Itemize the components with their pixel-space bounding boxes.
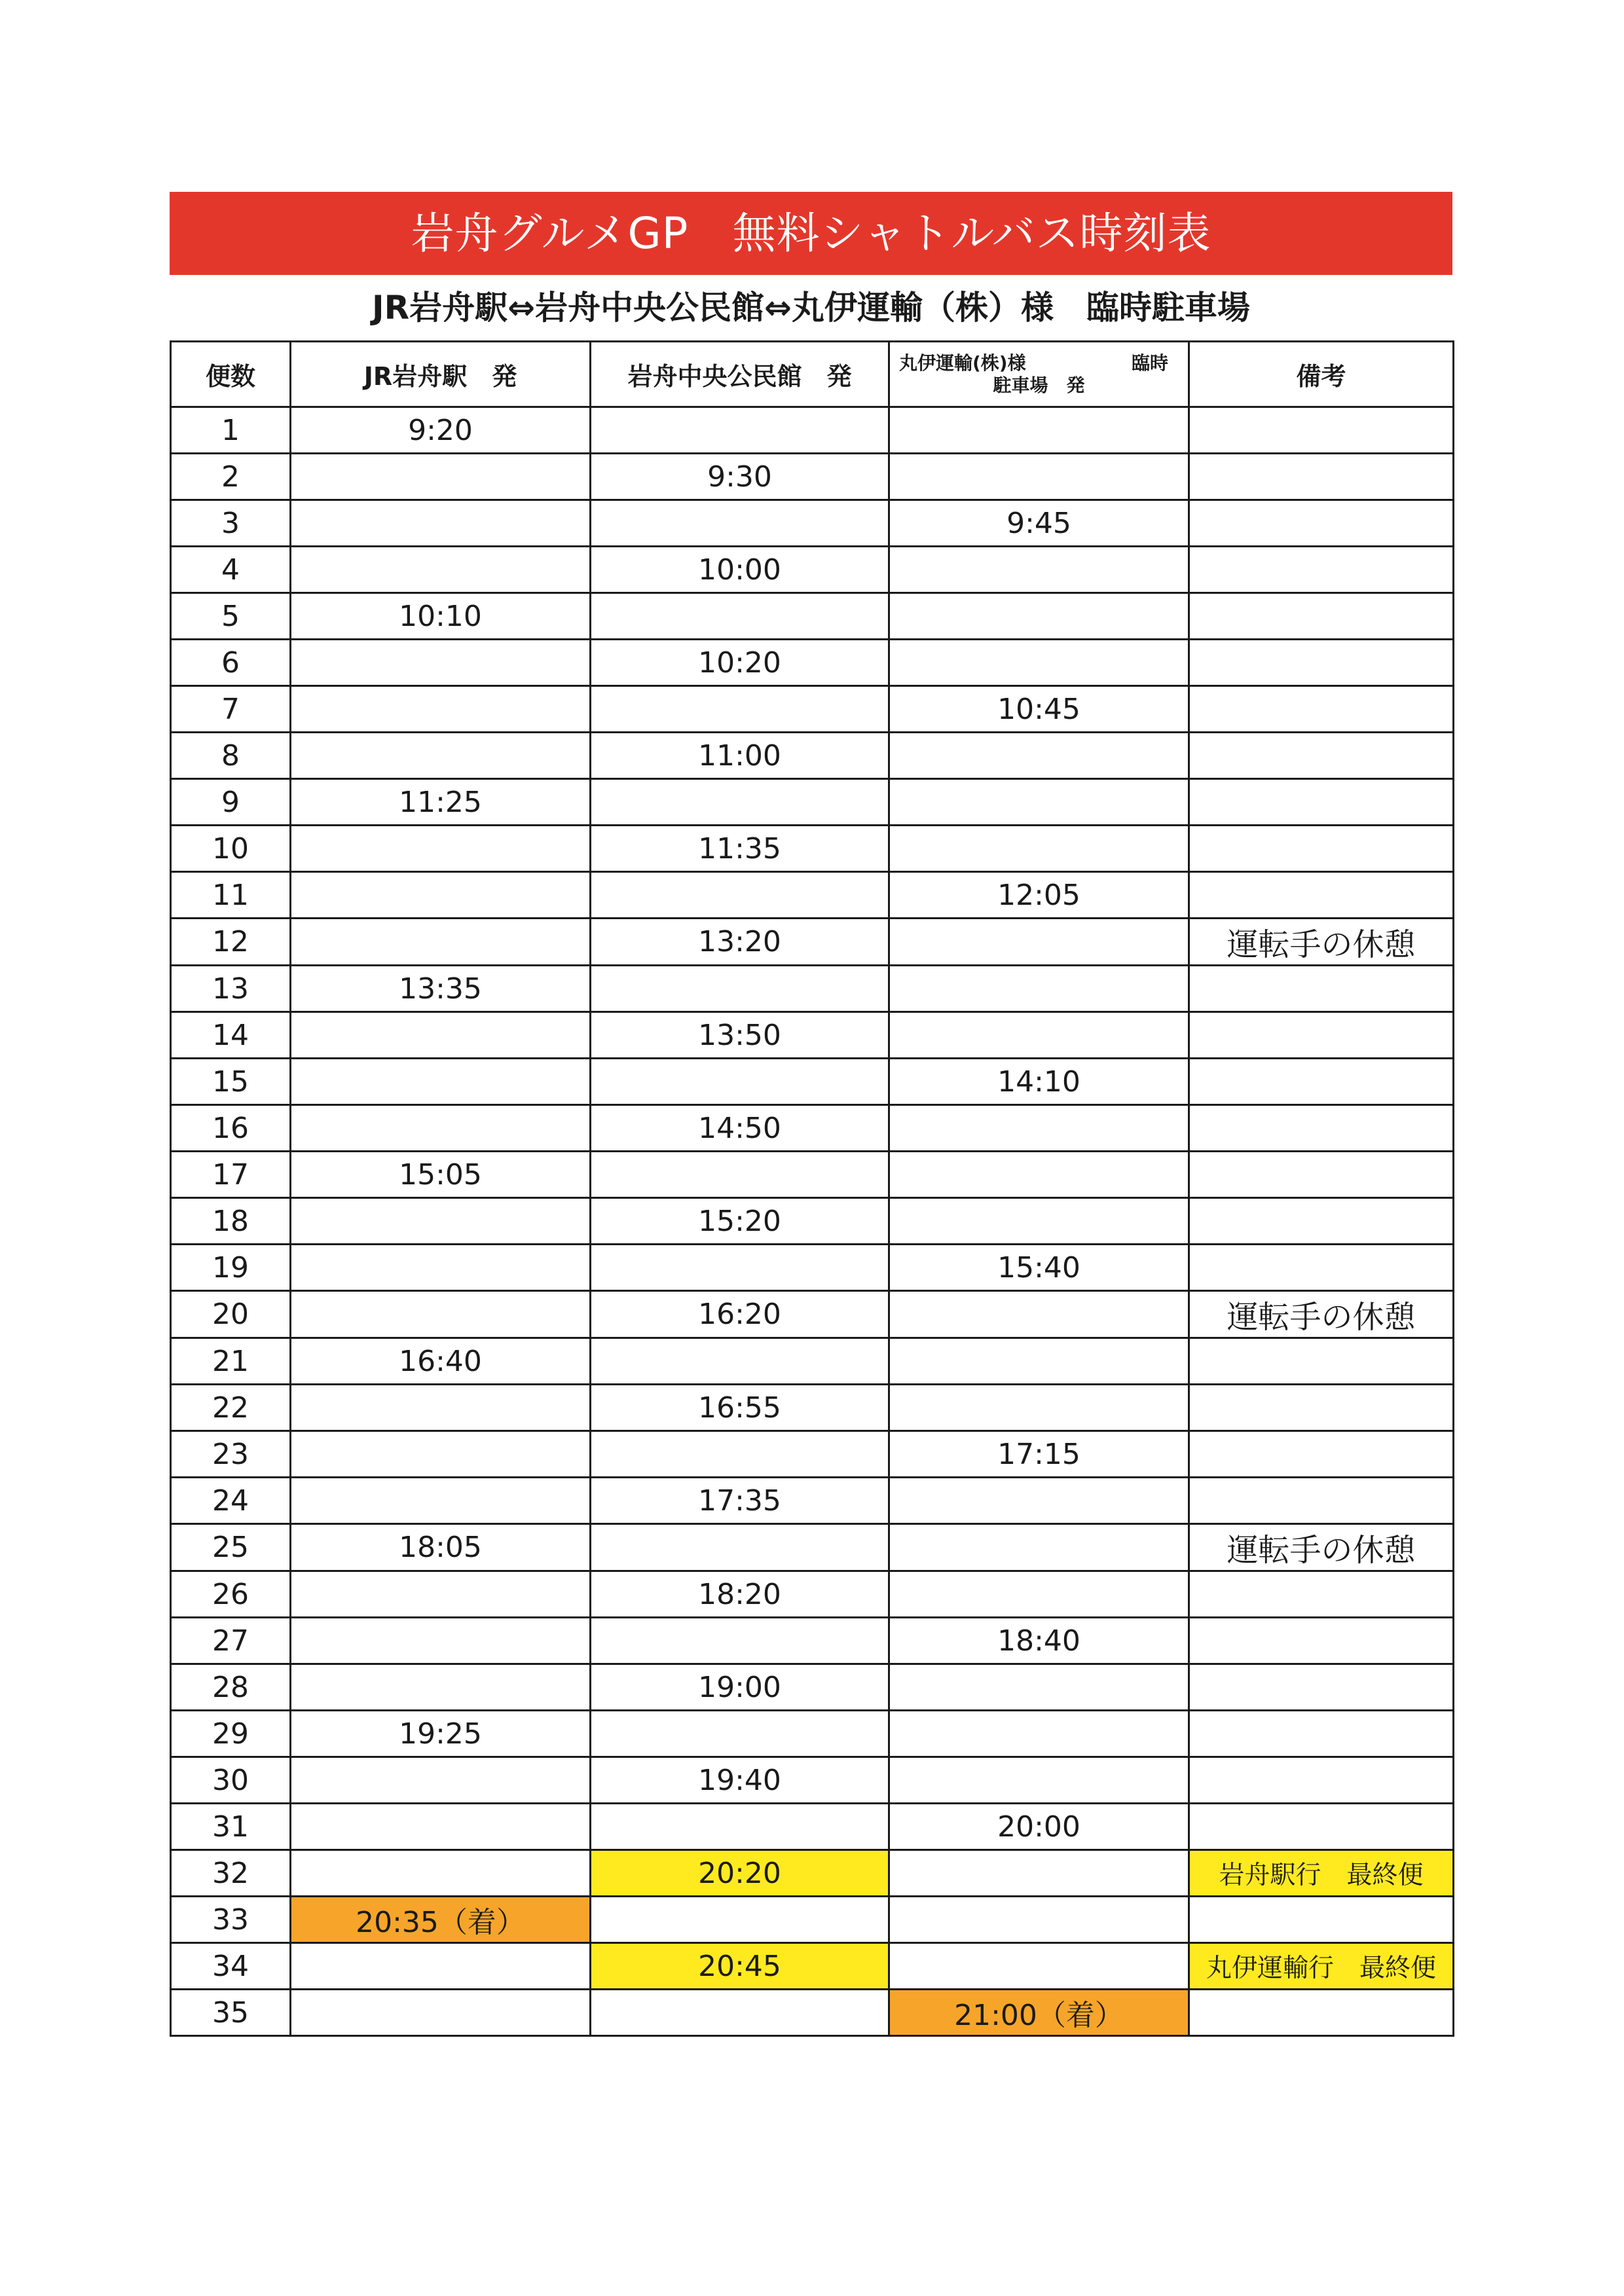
remarks-cell: 丸伊運輸行 最終便 [1189, 1943, 1454, 1990]
kominkan-departure-cell [591, 593, 889, 640]
marui-departure-cell [889, 1105, 1189, 1152]
kominkan-departure-cell [591, 1711, 889, 1757]
marui-departure-cell: 20:00 [889, 1804, 1189, 1850]
jr-departure-cell: 11:25 [291, 779, 591, 826]
jr-departure-cell [291, 454, 591, 500]
timetable [170, 340, 1454, 2037]
marui-departure-cell: 21:00（着） [889, 1990, 1189, 2036]
remarks-cell [1189, 1571, 1454, 1618]
trip-number-cell: 17 [171, 1152, 291, 1198]
marui-departure-cell: 18:40 [889, 1618, 1189, 1664]
remarks-cell [1189, 1478, 1454, 1524]
kominkan-departure-cell: 16:55 [591, 1385, 889, 1431]
trip-number-cell: 33 [171, 1897, 291, 1943]
trip-number-cell: 5 [171, 593, 291, 640]
table-row [171, 733, 1454, 779]
table-row [171, 966, 1454, 1012]
kominkan-departure-cell [591, 1524, 889, 1571]
table-row [171, 1664, 1454, 1711]
table-row [171, 1850, 1454, 1897]
table-row [171, 1571, 1454, 1618]
remarks-cell [1189, 1338, 1454, 1385]
marui-departure-cell [889, 454, 1189, 500]
remarks-cell [1189, 686, 1454, 733]
kominkan-departure-cell [591, 966, 889, 1012]
table-row [171, 1059, 1454, 1105]
marui-departure-cell: 15:40 [889, 1245, 1189, 1291]
trip-number-cell: 10 [171, 826, 291, 872]
kominkan-departure-cell [591, 1990, 889, 2036]
route-subtitle: JR岩舟駅⇔岩舟中央公民館⇔丸伊運輸（株）様 臨時駐車場 [372, 289, 1250, 327]
remarks-cell [1189, 1897, 1454, 1943]
remarks-cell [1189, 1804, 1454, 1850]
table-row [171, 686, 1454, 733]
kominkan-departure-cell [591, 779, 889, 826]
jr-departure-cell: 18:05 [291, 1524, 591, 1571]
marui-departure-cell [889, 1524, 1189, 1571]
header-marui-parking-departure [889, 342, 1189, 407]
kominkan-departure-cell [591, 1618, 889, 1664]
remarks-cell [1189, 454, 1454, 500]
remarks-cell [1189, 1198, 1454, 1245]
remarks-cell [1189, 640, 1454, 686]
header-marui-temporary: 臨時 [1131, 352, 1168, 374]
jr-departure-cell [291, 1198, 591, 1245]
jr-departure-cell: 15:05 [291, 1152, 591, 1198]
jr-departure-cell [291, 1478, 591, 1524]
trip-number-cell: 30 [171, 1757, 291, 1804]
remarks-cell [1189, 779, 1454, 826]
jr-departure-cell [291, 547, 591, 593]
jr-departure-cell: 20:35（着） [291, 1897, 591, 1943]
table-row [171, 1012, 1454, 1059]
table-row [171, 1198, 1454, 1245]
jr-departure-cell [291, 1618, 591, 1664]
marui-departure-cell [889, 640, 1189, 686]
trip-number-cell: 34 [171, 1943, 291, 1990]
table-row [171, 1943, 1454, 1990]
jr-departure-cell [291, 1850, 591, 1897]
table-row [171, 547, 1454, 593]
remarks-cell [1189, 1711, 1454, 1757]
table-row [171, 1105, 1454, 1152]
remarks-cell [1189, 1059, 1454, 1105]
kominkan-departure-cell: 15:20 [591, 1198, 889, 1245]
jr-departure-cell: 10:10 [291, 593, 591, 640]
trip-number-cell: 28 [171, 1664, 291, 1711]
timetable-header [171, 342, 1454, 407]
remarks-cell [1189, 1385, 1454, 1431]
table-row [171, 1524, 1454, 1571]
jr-departure-cell [291, 1990, 591, 2036]
jr-departure-cell [291, 733, 591, 779]
trip-number-cell: 14 [171, 1012, 291, 1059]
remarks-cell: 運転手の休憩 [1189, 1524, 1454, 1571]
trip-number-cell: 21 [171, 1338, 291, 1385]
header-marui-line2: 駐車場 発 [993, 374, 1085, 396]
jr-departure-cell [291, 1291, 591, 1338]
header-kominkan-departure: 岩舟中央公民館 発 [591, 342, 889, 407]
trip-number-cell: 18 [171, 1198, 291, 1245]
trip-number-cell: 19 [171, 1245, 291, 1291]
table-row [171, 1385, 1454, 1431]
table-row [171, 1990, 1454, 2036]
jr-departure-cell [291, 1571, 591, 1618]
header-trip-number: 便数 [171, 342, 291, 407]
marui-departure-cell [889, 1757, 1189, 1804]
jr-departure-cell [291, 1757, 591, 1804]
trip-number-cell: 31 [171, 1804, 291, 1850]
kominkan-departure-cell [591, 1152, 889, 1198]
trip-number-cell: 2 [171, 454, 291, 500]
marui-departure-cell [889, 1711, 1189, 1757]
kominkan-departure-cell: 16:20 [591, 1291, 889, 1338]
table-row [171, 1431, 1454, 1478]
marui-departure-cell [889, 1291, 1189, 1338]
jr-departure-cell: 19:25 [291, 1711, 591, 1757]
remarks-cell [1189, 1245, 1454, 1291]
kominkan-departure-cell [591, 1245, 889, 1291]
header-remarks: 備考 [1189, 342, 1454, 407]
table-row [171, 919, 1454, 966]
jr-departure-cell [291, 1664, 591, 1711]
remarks-cell [1189, 1757, 1454, 1804]
kominkan-departure-cell [591, 407, 889, 454]
marui-departure-cell [889, 1897, 1189, 1943]
table-row [171, 1291, 1454, 1338]
marui-departure-cell [889, 1571, 1189, 1618]
remarks-cell [1189, 1431, 1454, 1478]
jr-departure-cell [291, 1012, 591, 1059]
jr-departure-cell [291, 1804, 591, 1850]
marui-departure-cell [889, 1850, 1189, 1897]
kominkan-departure-cell: 13:20 [591, 919, 889, 966]
jr-departure-cell [291, 1105, 591, 1152]
kominkan-departure-cell: 14:50 [591, 1105, 889, 1152]
kominkan-departure-cell: 10:20 [591, 640, 889, 686]
table-row [171, 1711, 1454, 1757]
table-row [171, 1757, 1454, 1804]
marui-departure-cell [889, 1338, 1189, 1385]
jr-departure-cell [291, 1943, 591, 1990]
table-row [171, 1897, 1454, 1943]
table-row [171, 1618, 1454, 1664]
trip-number-cell: 9 [171, 779, 291, 826]
table-row [171, 593, 1454, 640]
kominkan-departure-cell: 11:35 [591, 826, 889, 872]
marui-departure-cell [889, 826, 1189, 872]
trip-number-cell: 24 [171, 1478, 291, 1524]
trip-number-cell: 1 [171, 407, 291, 454]
header-marui-company: 丸伊運輸(株)様 [899, 352, 1026, 374]
trip-number-cell: 6 [171, 640, 291, 686]
kominkan-departure-cell: 11:00 [591, 733, 889, 779]
trip-number-cell: 7 [171, 686, 291, 733]
kominkan-departure-cell [591, 872, 889, 919]
marui-departure-cell [889, 919, 1189, 966]
table-row [171, 1804, 1454, 1850]
jr-departure-cell [291, 872, 591, 919]
header-row [171, 342, 1454, 407]
jr-departure-cell [291, 919, 591, 966]
kominkan-departure-cell: 19:00 [591, 1664, 889, 1711]
jr-departure-cell: 16:40 [291, 1338, 591, 1385]
jr-departure-cell [291, 1431, 591, 1478]
jr-departure-cell [291, 640, 591, 686]
kominkan-departure-cell [591, 1338, 889, 1385]
kominkan-departure-cell: 19:40 [591, 1757, 889, 1804]
remarks-cell [1189, 826, 1454, 872]
remarks-cell [1189, 500, 1454, 547]
trip-number-cell: 25 [171, 1524, 291, 1571]
remarks-cell [1189, 1618, 1454, 1664]
marui-departure-cell: 14:10 [889, 1059, 1189, 1105]
marui-departure-cell [889, 593, 1189, 640]
header-marui-line1 [890, 352, 1188, 374]
table-row [171, 872, 1454, 919]
kominkan-departure-cell: 17:35 [591, 1478, 889, 1524]
marui-departure-cell [889, 779, 1189, 826]
trip-number-cell: 20 [171, 1291, 291, 1338]
timetable-title: 岩舟グルメGP 無料シャトルバス時刻表 [170, 192, 1452, 275]
marui-departure-cell [889, 1198, 1189, 1245]
trip-number-cell: 11 [171, 872, 291, 919]
kominkan-departure-cell: 9:30 [591, 454, 889, 500]
trip-number-cell: 15 [171, 1059, 291, 1105]
kominkan-departure-cell [591, 1431, 889, 1478]
jr-departure-cell: 9:20 [291, 407, 591, 454]
marui-departure-cell [889, 1664, 1189, 1711]
table-row [171, 640, 1454, 686]
kominkan-departure-cell: 20:20 [591, 1850, 889, 1897]
jr-departure-cell [291, 686, 591, 733]
trip-number-cell: 27 [171, 1618, 291, 1664]
trip-number-cell: 22 [171, 1385, 291, 1431]
remarks-cell [1189, 1990, 1454, 2036]
marui-departure-cell: 9:45 [889, 500, 1189, 547]
kominkan-departure-cell: 13:50 [591, 1012, 889, 1059]
table-row [171, 779, 1454, 826]
remarks-cell: 運転手の休憩 [1189, 1291, 1454, 1338]
kominkan-departure-cell: 20:45 [591, 1943, 889, 1990]
remarks-cell [1189, 1152, 1454, 1198]
header-jr-iwafune-departure: JR岩舟駅 発 [291, 342, 591, 407]
table-row [171, 826, 1454, 872]
trip-number-cell: 23 [171, 1431, 291, 1478]
kominkan-departure-cell: 10:00 [591, 547, 889, 593]
remarks-cell [1189, 1105, 1454, 1152]
jr-departure-cell [291, 1059, 591, 1105]
trip-number-cell: 26 [171, 1571, 291, 1618]
marui-departure-cell [889, 966, 1189, 1012]
table-row [171, 454, 1454, 500]
remarks-cell [1189, 593, 1454, 640]
trip-number-cell: 3 [171, 500, 291, 547]
remarks-cell [1189, 966, 1454, 1012]
table-row [171, 1478, 1454, 1524]
trip-number-cell: 32 [171, 1850, 291, 1897]
jr-departure-cell [291, 826, 591, 872]
remarks-cell [1189, 733, 1454, 779]
table-row [171, 1152, 1454, 1198]
trip-number-cell: 12 [171, 919, 291, 966]
remarks-cell [1189, 872, 1454, 919]
trip-number-cell: 29 [171, 1711, 291, 1757]
timetable-body [171, 407, 1454, 2036]
marui-departure-cell: 10:45 [889, 686, 1189, 733]
kominkan-departure-cell: 18:20 [591, 1571, 889, 1618]
table-row [171, 1245, 1454, 1291]
kominkan-departure-cell [591, 686, 889, 733]
remarks-cell [1189, 1012, 1454, 1059]
marui-departure-cell [889, 733, 1189, 779]
remarks-cell [1189, 547, 1454, 593]
marui-departure-cell [889, 1478, 1189, 1524]
trip-number-cell: 4 [171, 547, 291, 593]
jr-departure-cell: 13:35 [291, 966, 591, 1012]
kominkan-departure-cell [591, 1804, 889, 1850]
marui-departure-cell: 12:05 [889, 872, 1189, 919]
remarks-cell [1189, 407, 1454, 454]
remarks-cell: 運転手の休憩 [1189, 919, 1454, 966]
remarks-cell [1189, 1664, 1454, 1711]
trip-number-cell: 13 [171, 966, 291, 1012]
remarks-cell: 岩舟駅行 最終便 [1189, 1850, 1454, 1897]
trip-number-cell: 16 [171, 1105, 291, 1152]
table-row [171, 407, 1454, 454]
kominkan-departure-cell [591, 1059, 889, 1105]
marui-departure-cell [889, 1385, 1189, 1431]
marui-departure-cell [889, 407, 1189, 454]
marui-departure-cell [889, 1152, 1189, 1198]
timetable-sheet [170, 192, 1452, 2037]
jr-departure-cell [291, 1245, 591, 1291]
marui-departure-cell [889, 1012, 1189, 1059]
kominkan-departure-cell [591, 1897, 889, 1943]
jr-departure-cell [291, 1385, 591, 1431]
trip-number-cell: 35 [171, 1990, 291, 2036]
kominkan-departure-cell [591, 500, 889, 547]
marui-departure-cell [889, 547, 1189, 593]
trip-number-cell: 8 [171, 733, 291, 779]
marui-departure-cell: 17:15 [889, 1431, 1189, 1478]
marui-departure-cell [889, 1943, 1189, 1990]
table-row [171, 1338, 1454, 1385]
table-row [171, 500, 1454, 547]
jr-departure-cell [291, 500, 591, 547]
